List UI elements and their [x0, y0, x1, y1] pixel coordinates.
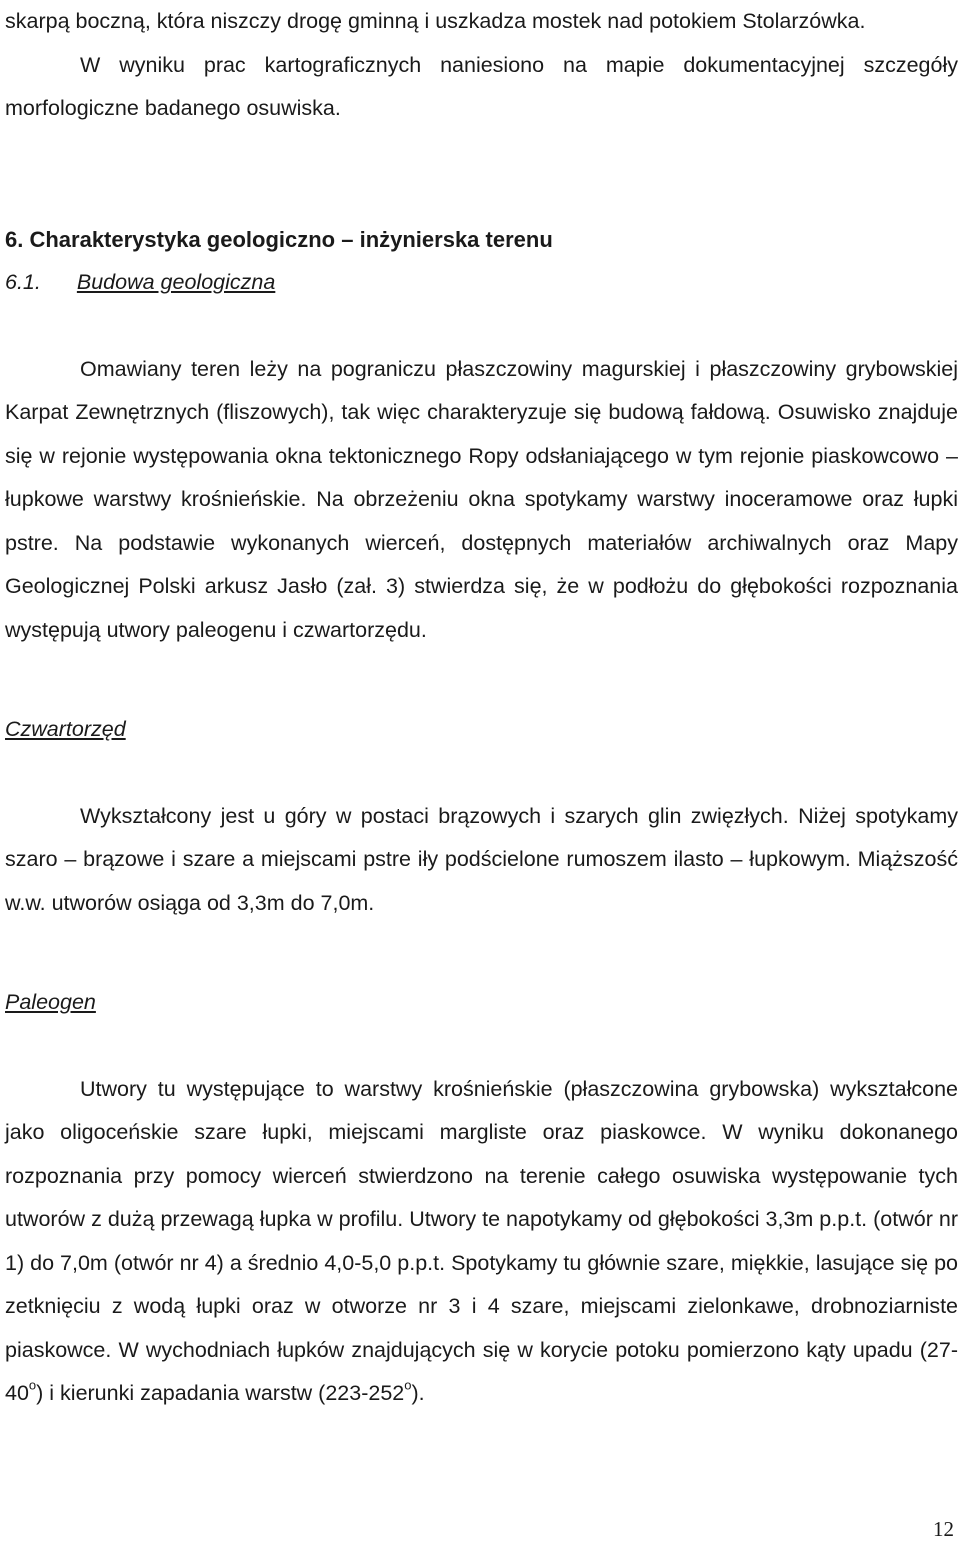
subsection-title: Budowa geologiczna [76, 270, 276, 294]
document-page [5, 0, 958, 1416]
subsection-number: 6.1. [5, 270, 41, 294]
intro-paragraph-1: skarpą boczną, która niszczy drogę gminną i uszkadza mostek nad potokiem Stolarzówka. [5, 9, 866, 33]
quaternary-paragraph: Wykształcony jest u góry w postaci brązowych i szarych glin zwięzłych. Niżej spotykamy szaro – brązowe i szare a miejscami pstre iły podścielone rumoszem ilasto – łupkowym. Miąższość w.w. utworów osiąga od 3,3m do 7,0m. [5, 803, 958, 915]
section-heading: 6. Charakterystyka geologiczno – inżynierska terenu [5, 226, 553, 252]
degree-mark: o [28, 1377, 37, 1393]
paleogene-paragraph: Utwory tu występujące to warstwy krośnieńskie (płaszczowina grybowska) wykształcone jako oligoceńskie szare łupki, miejscami margliste oraz piaskowce. W wyniku dokonanego rozpoznania przy pomocy wierceń stwierdzono na terenie całego osuwiska występowanie tych utworów z dużą przewagą łupka w profilu. Utwory te napotykamy od głębokości 3,3m p.p.t. (otwór nr 1) do 7,0m (otwór nr 4) a średnio 4,0-5,0 p.p.t. Spotykamy tu głównie szare, miękkie, lasujące się po zetknięciu z wodą łupki oraz w otworze nr 3 i 4 szare, miejscami zielonkawe, drobnoziarniste piaskowce. W wychodniach łupków znajdujących się w korycie potoku pomierzono kąty upadu (27-40$^o$) i kierunki zapadania warstw (223-252$^o$). [5, 1076, 958, 1405]
intro-paragraph-2: W wyniku prac kartograficznych naniesiono na mapie dokumentacyjnej szczegóły morfologiczne badanego osuwiska. [5, 52, 958, 120]
subsection-heading [5, 261, 958, 305]
paleogene-heading: Paleogen [5, 990, 96, 1014]
geology-paragraph: Omawiany teren leży na pograniczu płaszczowiny magurskiej i płaszczowiny grybowskiej Karpat Zewnętrznych (fliszowych), tak więc charakteryzuje się budową fałdową. Osuwisko znajduje się w rejonie występowania okna tektonicznego Ropy odsłaniającego w tym rejonie piaskowcowo – łupkowe warstwy krośnieńskie. Na obrzeżeniu okna spotykamy warstwy inoceramowe oraz łupki pstre. Na podstawie wykonanych wierceń, dostępnych materiałów archiwalnych oraz Mapy Geologicznej Polski arkusz Jasło (zał. 3) stwierdza się, że w podłożu do głębokości rozpoznania występują utwory paleogenu i czwartorzędu. [5, 356, 958, 642]
degree-mark: o [404, 1377, 412, 1393]
page-number: 12 [933, 1517, 954, 1541]
quaternary-heading: Czwartorzęd [5, 717, 126, 741]
